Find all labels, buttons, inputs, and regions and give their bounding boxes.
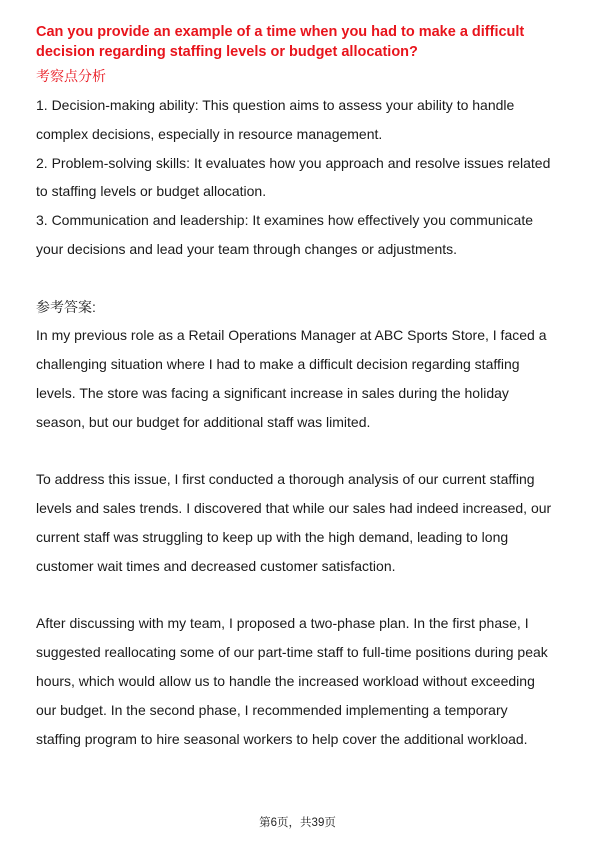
answer-heading: 参考答案: [36,298,96,315]
analysis-point-3: 3. Communication and leadership: It examines how effectively you communicate your decisions and lead your team through changes or adjustments. [36,212,533,257]
question-title: Can you provide an example of a time when you had to make a difficult decision regarding staffing levels or budget allocation? [36,24,525,60]
answer-paragraph-3: After discussing with my team, I proposed a two-phase plan. In the first phase, I suggested reallocating some of our part-time staff to full-time positions during peak hours, which would allow us to handle the increased workload without exceeding our budget. In the second phase, I recommended implementing a temporary staffing program to hire seasonal workers to help cover the additional workload. [36,615,548,747]
analysis-point-2: 2. Problem-solving skills: It evaluates how you approach and resolve issues related to staffing levels or budget allocation. [36,154,551,200]
answer-paragraph-1: In my previous role as a Retail Operations Manager at ABC Sports Store, I faced a challenging situation where I had to make a difficult decision regarding staffing levels. The store was facing a significant increase in sales during the holiday season, but our budget for additional staff was limited. [36,327,547,430]
analysis-heading: 考察点分析 [36,68,106,84]
paragraph-spacer [36,437,556,466]
paragraph-spacer [36,581,556,610]
page-footer: 第6页，共39页 [259,817,336,829]
document-page [36,22,556,753]
answer-paragraph-2: To address this issue, I first conducted a thorough analysis of our current staffing levels and sales trends. I discovered that while our sales had indeed increased, our current staff was struggling to keep up with the high demand, leading to long customer wait times and decreased customer satisfaction. [36,471,552,574]
analysis-point-1: 1. Decision-making ability: This question aims to assess your ability to handle complex decisions, especially in resource management. [36,97,515,142]
section-spacer [36,264,556,293]
